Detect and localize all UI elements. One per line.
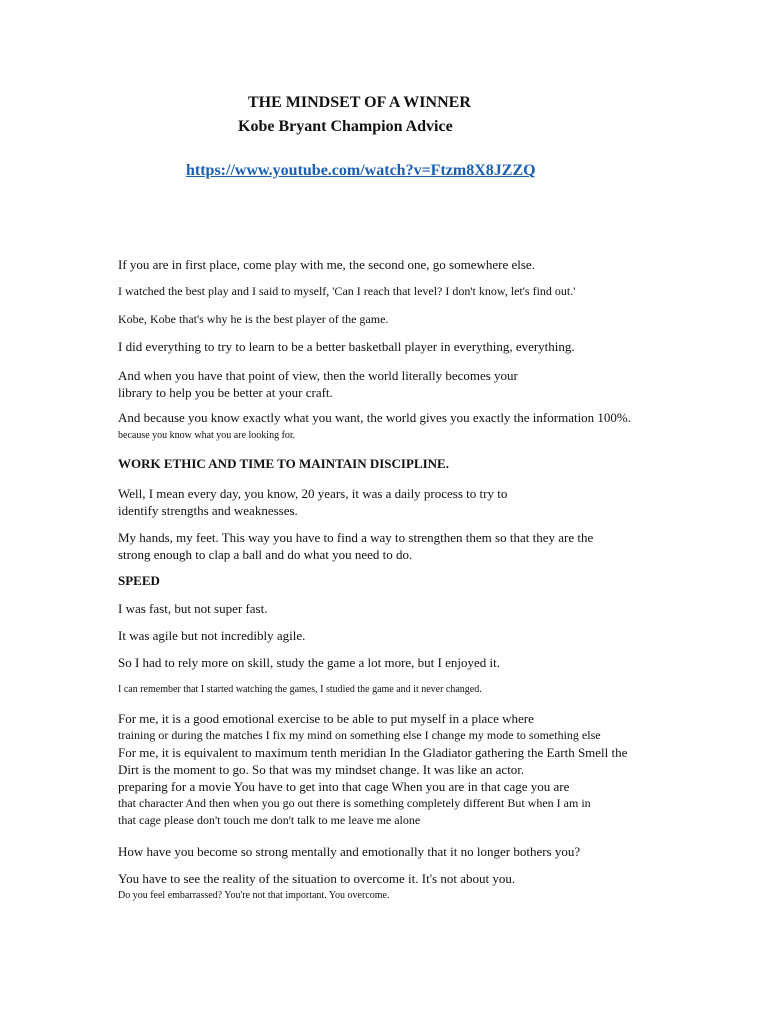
document-title: THE MINDSET OF A WINNER	[248, 94, 471, 111]
document-subtitle: Kobe Bryant Champion Advice	[238, 118, 453, 135]
section-heading-work-ethic: WORK ETHIC AND TIME TO MAINTAIN DISCIPLINE.	[118, 456, 449, 471]
paragraph-know-what-you-want: And because you know exactly what you want, the world gives you exactly the information 100%.	[118, 410, 632, 425]
paragraph-reality: You have to see the reality of the situation to overcome it. It's not about you.	[118, 871, 516, 886]
text-line: Well, I mean every day, you know, 20 years, it was a daily process to try to	[118, 486, 508, 501]
paragraph-emotional-exercise	[118, 710, 627, 829]
paragraph-kobe: Kobe, Kobe that's why he is the best player of the game.	[118, 312, 389, 326]
paragraph-question: How have you become so strong mentally and emotionally that it no longer bothers you?	[118, 844, 581, 859]
paragraph-first-place: If you are in first place, come play with me, the second one, go somewhere else.	[118, 257, 535, 272]
paragraph-watching-games: I can remember that I started watching the games, I studied the game and it never changed.	[118, 684, 482, 695]
text-line: that cage please don't touch me don't talk to me leave me alone	[118, 813, 421, 827]
paragraph-note: because you know what you are looking for.	[118, 430, 296, 441]
paragraph-skill: So I had to rely more on skill, study the game a lot more, but I enjoyed it.	[118, 655, 500, 670]
text-line: For me, it is equivalent to maximum tenth meridian In the Gladiator gathering the Earth Smell the	[118, 745, 628, 760]
paragraph-daily-process	[118, 485, 507, 519]
paragraph-agile: It was agile but not incredibly agile.	[118, 628, 306, 643]
text-line: that character And then when you go out there is something completely different But when I am in	[118, 796, 591, 810]
youtube-link[interactable]: https://www.youtube.com/watch?v=Ftzm8X8JZZQ	[186, 162, 536, 179]
section-heading-speed: SPEED	[118, 573, 160, 588]
text-line: Dirt is the moment to go. So that was my mindset change. It was like an actor.	[118, 762, 525, 777]
paragraph-did-everything: I did everything to try to learn to be a better basketball player in everything, everything.	[118, 339, 575, 354]
text-line: For me, it is a good emotional exercise to be able to put myself in a place where	[118, 711, 534, 726]
text-line: training or during the matches I fix my mind on something else I change my mode to something else	[118, 728, 601, 742]
text-line: library to help you be better at your craft.	[118, 385, 333, 400]
text-line: strong enough to clap a ball and do what you need to do.	[118, 547, 413, 562]
paragraph-fast: I was fast, but not super fast.	[118, 601, 268, 616]
paragraph-best-play: I watched the best play and I said to myself, 'Can I reach that level? I don't know, let's find out.'	[118, 284, 576, 298]
text-line: identify strengths and weaknesses.	[118, 503, 298, 518]
text-line: And when you have that point of view, then the world literally becomes your	[118, 368, 518, 383]
text-line: My hands, my feet. This way you have to find a way to strengthen them so that they are the	[118, 530, 594, 545]
text-line: preparing for a movie You have to get into that cage When you are in that cage you are	[118, 779, 570, 794]
paragraph-hands-feet	[118, 529, 593, 563]
paragraph-overcome: Do you feel embarrassed? You're not that important. You overcome.	[118, 890, 390, 901]
paragraph-point-of-view	[118, 367, 518, 401]
